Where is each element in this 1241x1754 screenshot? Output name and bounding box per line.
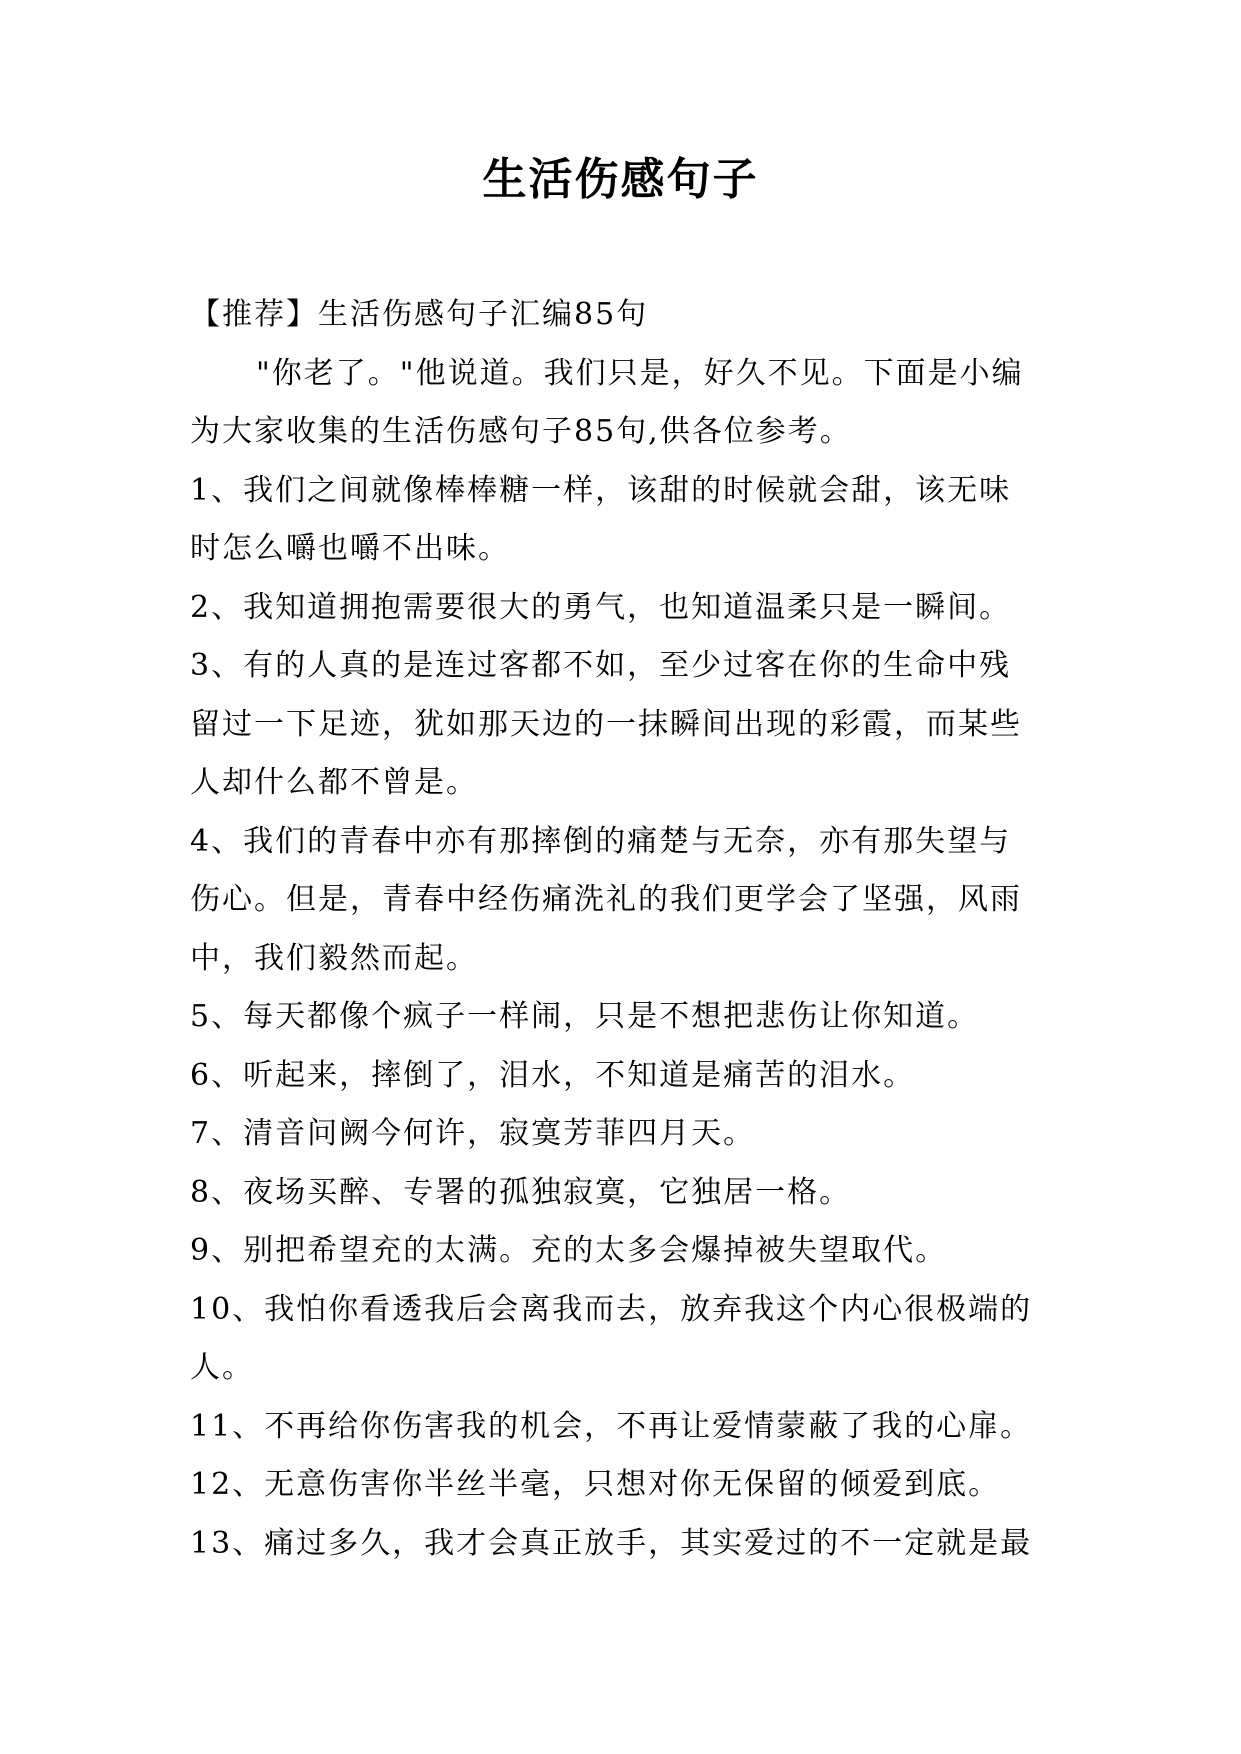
- text-line: 1、我们之间就像棒棒糖一样，该甜的时候就会甜，该无味: [190, 472, 1012, 508]
- text-line: 2、我知道拥抱需要很大的勇气，也知道温柔只是一瞬间。: [190, 589, 1012, 625]
- text-line: 12、无意伤害你半丝半毫，只想对你无保留的倾爱到底。: [190, 1467, 1001, 1502]
- text-line: 为大家收集的生活伤感句子85句,供各位参考。: [190, 414, 852, 449]
- text-line: "你老了。"他说道。我们只是，好久不见。下面是小编: [256, 355, 1024, 391]
- text-line: 7、清音问阙今何许，寂寞芳菲四月天。: [190, 1116, 756, 1151]
- text-line: 中，我们毅然而起。: [190, 940, 478, 976]
- text-line: 5、每天都像个疯子一样闹，只是不想把悲伤让你知道。: [190, 999, 980, 1034]
- text-line: 人。: [190, 1350, 254, 1385]
- text-line: 人却什么都不曾是。: [190, 765, 478, 800]
- text-line: 3、有的人真的是连过客都不如，至少过客在你的生命中残: [190, 648, 1012, 683]
- text-line: 【推荐】生活伤感句子汇编85句: [190, 297, 649, 332]
- text-line: 伤心。但是，青春中经伤痛洗礼的我们更学会了坚强，风雨: [190, 882, 1022, 917]
- document-body: [190, 286, 1060, 1573]
- text-line: 13、痛过多久，我才会真正放手，其实爱过的不一定就是最: [190, 1525, 1033, 1561]
- document-title: 生活伤感句子: [482, 154, 759, 205]
- text-line: 8、夜场买醉、专署的孤独寂寞，它独居一格。: [190, 1174, 852, 1210]
- text-line: 时怎么嚼也嚼不出味。: [190, 531, 510, 566]
- text-line: 10、我怕你看透我后会离我而去，放弃我这个内心很极端的: [190, 1291, 1033, 1327]
- text-line: 11、不再给你伤害我的机会，不再让爱情蒙蔽了我的心扉。: [190, 1408, 1033, 1444]
- text-line: 4、我们的青春中亦有那摔倒的痛楚与无奈，亦有那失望与: [190, 823, 1012, 859]
- text-line: 留过一下足迹，犹如那天边的一抹瞬间出现的彩霞，而某些: [190, 706, 1022, 742]
- text-line: 9、别把希望充的太满。充的太多会爆掉被失望取代。: [190, 1233, 948, 1268]
- text-line: 6、听起来，摔倒了，泪水，不知道是痛苦的泪水。: [190, 1057, 916, 1093]
